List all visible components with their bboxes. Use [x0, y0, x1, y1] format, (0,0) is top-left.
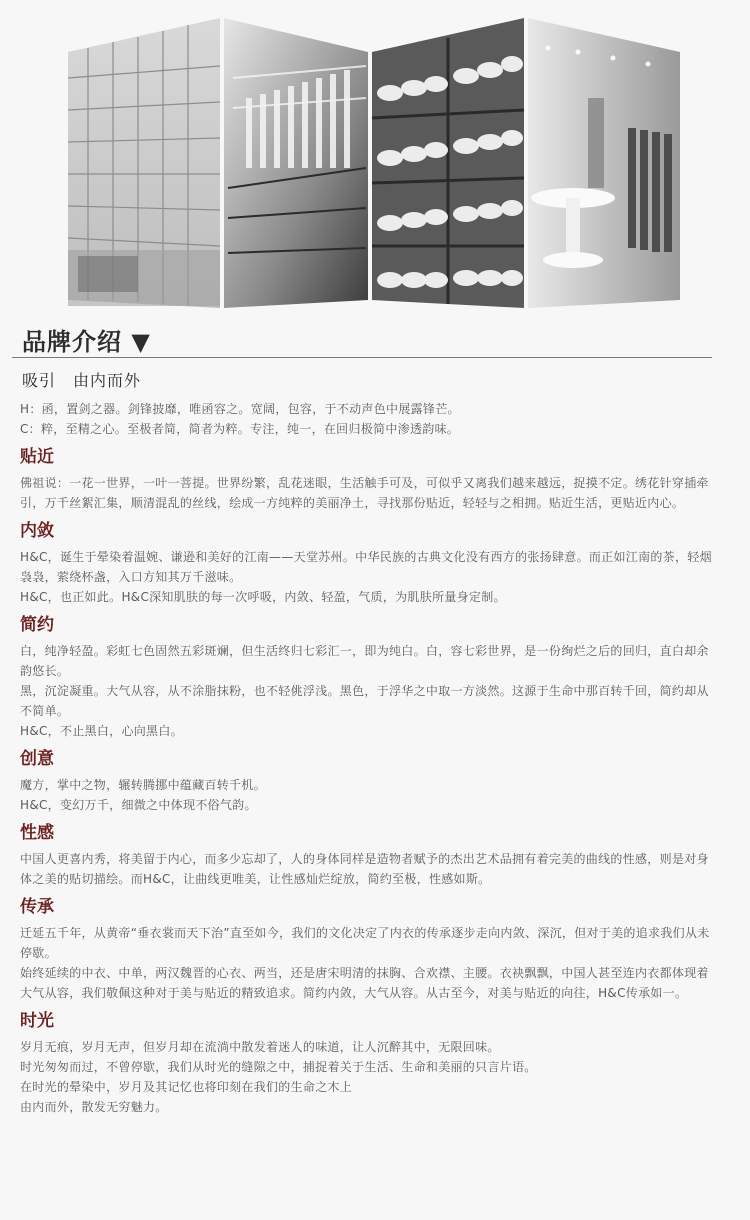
section-text: 黑，沉淀凝重。大气从容，从不涂脂抹粉，也不轻佻浮浅。黑色，于浮华之中取一方淡然。这源于生命中那百转千回，简约却从不简单。 [20, 684, 709, 718]
section-text: H&C，变幻万千，细微之中体现不俗气韵。 [20, 798, 257, 812]
section-heading-chuangyi: 创意 [20, 749, 54, 769]
clothing-store-photo [528, 18, 680, 308]
section-text: 魔方，掌中之物，辗转腾挪中蕴藏百转千机。 [20, 778, 267, 792]
brand-intro-content [20, 368, 720, 1117]
section-text: 中国人更喜内秀，将美留于内心，而多少忘却了，人的身体同样是造物者赋予的杰出艺术品拥有着完美的曲线的性感，则是对身体之美的贴切描绘。而H&C，让曲线更唯美，让性感灿烂绽放，简约至极，性感如斯。 [20, 852, 709, 886]
brand-intro-title[interactable]: 品牌介绍 ▼ [22, 328, 151, 356]
intro-subtitle: 吸引 由内而外 [22, 371, 142, 390]
yarn-storage-photo [372, 18, 524, 308]
title-divider [12, 357, 712, 358]
section-text: H&C，诞生于晕染着温婉、谦逊和美好的江南——天堂苏州。中华民族的古典文化没有西方的张扬肆意。而正如江南的茶，轻烟袅袅，萦绕杯盏，入口方知其万千滋味。 [20, 550, 712, 584]
section-text: 岁月无痕，岁月无声，但岁月却在流淌中散发着迷人的味道，让人沉醉其中，无限回味。 [20, 1040, 500, 1054]
section-heading-chuancheng: 传承 [20, 897, 54, 917]
office-building-photo [68, 18, 220, 308]
section-text: H&C，不止黑白，心向黑白。 [20, 724, 183, 738]
section-text: 佛祖说：一花一世界，一叶一菩提。世界纷繁，乱花迷眼，生活触手可及，可似乎又离我们越来越远，捉摸不定。绣花针穿插牵引，万千丝絮汇集，顺清混乱的丝线，绘成一方纯粹的美丽净土，寻找那份贴近，轻轻与之相拥。贴近生活，更贴近内心。 [20, 476, 709, 510]
spinning-mill-photo [224, 18, 368, 308]
intro-line-h: H：函，置剑之器。剑锋披靡，唯函容之。宽阔，包容，于不动声色中展露锋芒。 [20, 402, 460, 416]
section-text: H&C，也正如此。H&C深知肌肤的每一次呼吸，内敛、轻盈，气质，为肌肤所量身定制。 [20, 590, 506, 604]
section-text: 时光匆匆而过，不曾停歇，我们从时光的缝隙之中，捕捉着关于生活、生命和美丽的只言片语。 [20, 1060, 537, 1074]
intro-line-c: C：粹，至精之心。至极者简，简者为粹。专注，纯一，在回归极简中渗透韵味。 [20, 422, 460, 436]
section-text: 迁延五千年，从黄帝“垂衣裳而天下治”直至如今，我们的文化决定了内衣的传承逐步走向内敛、深沉，但对于美的追求我们从未停歇。 [20, 926, 710, 960]
section-text: 白，纯净轻盈。彩虹七色固然五彩斑斓，但生活终归七彩汇一，即为纯白。白，容七彩世界，是一份绚烂之后的回归，直白却余韵悠长。 [20, 644, 709, 678]
section-heading-neilian: 内敛 [20, 521, 54, 541]
section-text: 在时光的晕染中，岁月及其记忆也将印刻在我们的生命之木上 [20, 1080, 353, 1094]
section-heading-jianyue: 简约 [20, 615, 54, 635]
section-heading-shiguang: 时光 [20, 1011, 54, 1031]
section-text: 始终延续的中衣、中单，两汉魏晋的心衣、两当，还是唐宋明清的抹胸、合欢襟、主腰。衣袂飘飘，中国人甚至连内衣都体现着大气从容，我们敬佩这种对于美与贴近的精致追求。简约内敛，大气从容。从古至今，对美与贴近的向往，H&C传承如一。 [20, 966, 709, 1000]
hero-banner [68, 18, 680, 308]
section-text: 由内而外，散发无穷魅力。 [20, 1100, 168, 1114]
section-heading-xinggan: 性感 [20, 823, 54, 843]
hero-collage [68, 18, 680, 308]
section-heading-tiejin: 贴近 [20, 447, 54, 467]
